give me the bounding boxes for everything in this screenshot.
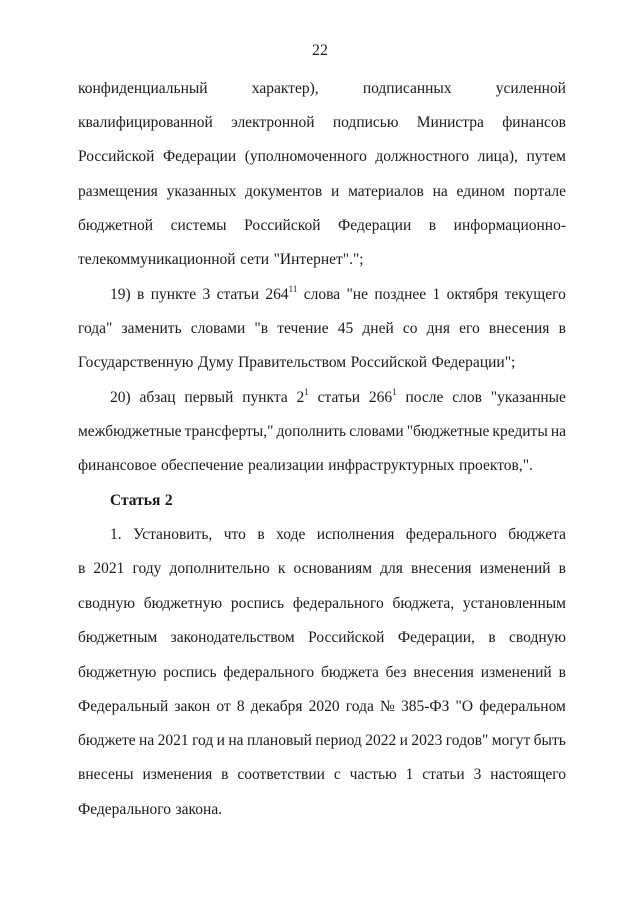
word: закона. <box>175 801 223 818</box>
word: ходе <box>276 526 306 543</box>
word: обеспечение <box>160 457 244 474</box>
word: статьи <box>422 766 465 783</box>
word: бюджета <box>508 526 566 543</box>
word: Статья <box>110 492 161 509</box>
word: 385-ФЗ <box>400 698 450 715</box>
word: установленным <box>462 595 566 612</box>
word: дополнительно <box>169 560 270 577</box>
word: после <box>405 389 444 406</box>
text-line <box>110 285 566 305</box>
text-line <box>78 113 566 133</box>
word: бюджете <box>78 732 136 749</box>
word: 8 <box>236 698 245 715</box>
word: дополнить <box>276 423 347 440</box>
word: основаниям <box>293 560 373 577</box>
word: Российской <box>350 354 427 371</box>
word: Российской <box>78 148 155 165</box>
word: федерального <box>405 526 497 543</box>
word: "указанные <box>490 389 566 406</box>
word: что <box>223 526 246 543</box>
superscript: 11 <box>288 283 298 294</box>
word: пункта <box>242 389 288 406</box>
word: трансферты," <box>184 423 274 440</box>
word: усиленной <box>495 80 566 97</box>
word: бюджетным <box>78 629 158 646</box>
text-line <box>78 79 566 99</box>
text-line <box>78 663 566 683</box>
text-line <box>78 319 566 339</box>
text-line <box>78 559 566 579</box>
page-number: 22 <box>312 42 328 59</box>
word: 20) <box>110 389 131 406</box>
word: и <box>399 732 408 749</box>
word: Федерации <box>338 217 412 234</box>
word: пункте <box>150 286 197 303</box>
word: 1. <box>110 526 122 543</box>
word: материалов <box>348 183 424 200</box>
word: года <box>345 698 374 715</box>
word: внесения <box>488 320 550 337</box>
word: период <box>315 732 362 749</box>
word: слов <box>452 389 482 406</box>
word: Федерального <box>78 801 172 818</box>
word: подписью <box>332 114 399 131</box>
word: Федерации <box>162 148 237 165</box>
word: со <box>402 320 418 337</box>
word: Федерации, <box>397 629 475 646</box>
word: 2022 <box>365 732 397 749</box>
word: Установить, <box>133 526 213 543</box>
text-line <box>78 456 566 476</box>
text-line <box>78 697 566 717</box>
text-line <box>110 525 566 545</box>
word: Федеральный <box>78 698 169 715</box>
word: его <box>459 320 480 337</box>
word: 19) <box>110 286 131 303</box>
word: года" <box>78 320 113 337</box>
word: бюджетной <box>78 217 154 234</box>
text-line <box>78 731 566 751</box>
word: информационно- <box>453 217 566 234</box>
word: роспись <box>230 595 285 612</box>
text-line <box>78 594 566 614</box>
word: системы <box>170 217 227 234</box>
word: конфиденциальный <box>78 80 208 97</box>
word: портале <box>513 183 566 200</box>
superscript: 1 <box>392 386 397 397</box>
word: в <box>558 664 566 681</box>
word: изменений <box>479 560 551 577</box>
word: на <box>228 732 244 749</box>
word: подписанных <box>362 80 452 97</box>
word: должностного <box>375 148 470 165</box>
word: году <box>132 560 162 577</box>
word: и <box>330 183 340 200</box>
word: 2 <box>164 492 173 509</box>
word: "в <box>254 320 269 337</box>
word: сети <box>240 251 270 268</box>
text-line <box>78 250 566 270</box>
word: в <box>78 560 86 577</box>
word: 2021 <box>157 732 189 749</box>
text-line <box>78 353 566 373</box>
word: "О <box>455 698 474 715</box>
word: Российской <box>308 629 385 646</box>
word: словами <box>349 423 404 440</box>
word: внесения <box>411 560 472 577</box>
word: в <box>221 766 229 783</box>
word: к <box>277 560 286 577</box>
word: финансов <box>502 114 566 131</box>
word: дней <box>362 320 394 337</box>
word: Федерации"; <box>431 354 516 371</box>
word: с <box>333 766 341 783</box>
word: быть <box>533 732 566 749</box>
word: федерального <box>223 664 315 681</box>
word: бюджета, <box>392 595 455 612</box>
word: течение <box>277 320 329 337</box>
word: "бюджетные <box>406 423 490 440</box>
word: межбюджетные <box>78 423 182 440</box>
word: изменения <box>142 766 213 783</box>
word: № <box>380 698 395 715</box>
word: в <box>137 286 145 303</box>
word: изменений <box>480 664 552 681</box>
superscript: 1 <box>304 386 309 397</box>
word: Российской <box>244 217 321 234</box>
word: первый <box>184 389 234 406</box>
text-line <box>78 422 566 442</box>
word: статьи <box>216 286 260 303</box>
word: едином <box>456 183 505 200</box>
word: для <box>380 560 403 577</box>
word: текущего <box>504 286 566 303</box>
word: исполнения <box>316 526 395 543</box>
text-line <box>78 216 566 236</box>
word: 1 <box>432 286 441 303</box>
word: сводную <box>78 595 135 612</box>
word: бюджета <box>321 664 379 681</box>
word: бюджетную <box>143 595 223 612</box>
section-heading <box>110 491 566 511</box>
word: на <box>432 183 448 200</box>
word: октября <box>446 286 499 303</box>
word: в <box>488 629 496 646</box>
word: 3 <box>473 766 482 783</box>
word: инфраструктурных <box>328 457 455 474</box>
word: год <box>192 732 214 749</box>
word: указанных <box>166 183 237 200</box>
word: плановый <box>246 732 312 749</box>
word: $264^{11}$ <box>265 283 298 303</box>
word: дня <box>426 320 450 337</box>
text-line <box>110 388 566 408</box>
word: закон <box>174 698 211 715</box>
word: слова <box>303 286 341 303</box>
word: (уполномоченного <box>244 148 367 165</box>
word: 1 <box>405 766 414 783</box>
word: электронной <box>231 114 315 131</box>
word: телекоммуникационной <box>78 251 236 268</box>
word: на <box>550 423 566 440</box>
word: соответствии <box>237 766 325 783</box>
word: 3 <box>202 286 211 303</box>
text-line <box>78 800 566 820</box>
word: могут <box>491 732 531 749</box>
text-line <box>78 765 566 785</box>
word: в <box>558 560 566 577</box>
word: федеральном <box>479 698 566 715</box>
word: абзац <box>139 389 176 406</box>
text-line <box>78 147 566 167</box>
word: квалифицированной <box>78 114 213 131</box>
word: лица), <box>477 148 518 165</box>
word: проектов,". <box>459 457 533 474</box>
word: сводную <box>509 629 566 646</box>
word: внесения <box>413 664 474 681</box>
word: бюджетную <box>78 664 157 681</box>
word: словами <box>190 320 246 337</box>
word: федерального <box>292 595 384 612</box>
word: Думу <box>197 354 234 371</box>
text-line <box>78 628 566 648</box>
word: "Интернет"."; <box>273 251 364 268</box>
word: роспись <box>163 664 217 681</box>
word: Правительством <box>238 354 347 371</box>
word: 45 <box>337 320 354 337</box>
word: статьи <box>317 389 361 406</box>
word: Государственную <box>78 354 194 371</box>
word: и <box>216 732 225 749</box>
word: "не <box>346 286 368 303</box>
word: 2023 <box>411 732 443 749</box>
word: внесены <box>78 766 134 783</box>
word: 2021 <box>93 560 125 577</box>
word: кредиты <box>492 423 548 440</box>
word: документов <box>245 183 323 200</box>
word: реализации <box>247 457 324 474</box>
word: размещения <box>78 183 158 200</box>
word: $266^1$ <box>368 386 397 406</box>
word: настоящего <box>490 766 566 783</box>
word: в <box>257 526 265 543</box>
word: без <box>385 664 407 681</box>
word: позднее <box>374 286 427 303</box>
word: законодательством <box>170 629 295 646</box>
word: в <box>558 320 566 337</box>
word: Министра <box>416 114 484 131</box>
text-line <box>78 182 566 202</box>
word: заменить <box>121 320 182 337</box>
word: на <box>139 732 155 749</box>
word: путем <box>526 148 566 165</box>
word: в <box>428 217 437 234</box>
word: декабря <box>250 698 303 715</box>
word: годов" <box>445 732 489 749</box>
word: финансовое <box>78 457 157 474</box>
word: характер), <box>251 80 319 97</box>
word: от <box>216 698 231 715</box>
word: $2^1$ <box>296 386 309 406</box>
word: частью <box>349 766 397 783</box>
word: 2020 <box>308 698 340 715</box>
